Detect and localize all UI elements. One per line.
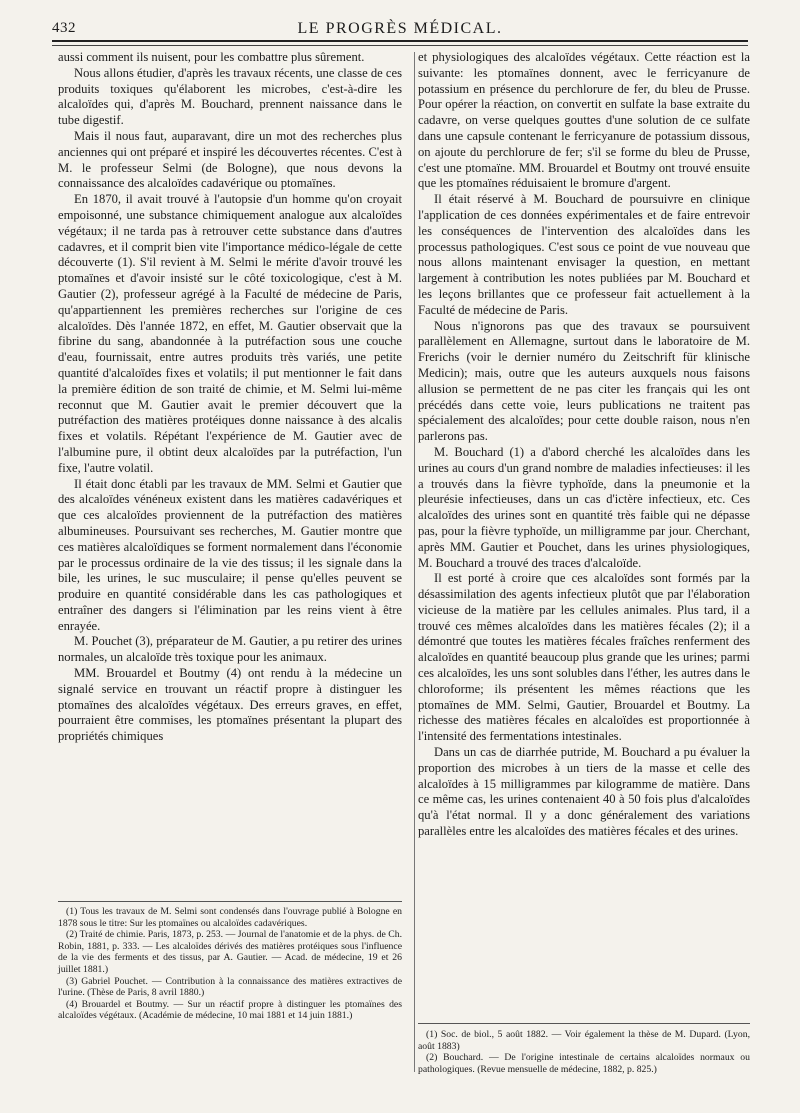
paragraph: Dans un cas de diarrhée putride, M. Bouchard a pu évaluer la proportion des microbes à un tiers de la masse et celle des alcaloïdes à 15 milligrammes par kilogramme de matière. Dans ce même cas, les urines contenaient 40 à 50 fois plus d'alcaloïdes qu'à l'état normal. Il y a donc généralement des variations parallèles entre les alcaloïdes des matières fécales et des urines. [418,745,750,839]
footnote: (2) Bouchard. — De l'origine intestinale de certains alcaloïdes normaux ou pathologiques. (Revue mensuelle de médecine, 1882, p. 825.) [418,1052,750,1075]
footnote: (2) Traité de chimie. Paris, 1873, p. 253. — Journal de l'anatomie et de la phys. de Ch. Robin, 1881, p. 333. — Les alcaloïdes dérivés des matières protéiques sous l'influence de la vie des ferments et des tissus, par A. Gautier. — Acad. de médecine, 19 et 26 juillet 1881.) [58,929,402,975]
footnote: (3) Gabriel Pouchet. — Contribution à la connaissance des matières extractives de l'urine. (Thèse de Paris, 8 avril 1880.) [58,975,402,999]
paragraph: M. Pouchet (3), préparateur de M. Gautier, a pu retirer des urines normales, un alcaloïde très toxique pour les animaux. [58,634,402,665]
right-column [418,50,750,840]
footnote: (1) Tous les travaux de M. Selmi sont condensés dans l'ouvrage publié à Bologne en 1878 sous le titre: Sur les ptomaïnes ou alcaloïdes cadavériques. [58,906,402,929]
running-title: LE PROGRÈS MÉDICAL. [297,20,503,37]
paragraph: Il est porté à croire que ces alcaloïdes sont formés par la désassimilation des agents infectieux plutôt que par l'élaboration vicieuse de la matière par les cellules animales. Plus tard, il a trouvé ces mêmes alcaloïdes dans les matières fécales (2); il a démontré que toutes les matières fécales fraîches renferment des alcaloïdes en quantité beaucoup plus grande que les urines; parmi ces alcaloïdes, les uns sont solubles dans l'éther, les autres dans le chloroforme; ils présentent les mêmes réactions que les ptomaïnes de MM. Selmi, Gautier, Brouardel et Boutmy. La richesse des matières fécales en alcaloïdes est proportionnée à l'intensité des fermentations intestinales. [418,571,750,744]
paragraph: aussi comment ils nuisent, pour les combattre plus sûrement. [58,50,365,64]
right-footnotes [418,1029,750,1075]
footnote-rule [418,1023,750,1024]
page-number: 432 [52,20,76,36]
paragraph: Mais il nous faut, auparavant, dire un mot des recherches plus anciennes qui ont préparé et inspiré les découvertes récentes. C'est à M. le professeur Selmi (de Bologne), que nous devons la connaissance des alcaloïdes cadavérique ou ptomaïnes. [58,128,402,191]
paragraph: Il était réservé à M. Bouchard de poursuivre en clinique l'application de ces données expérimentales et de faire entrevoir les conséquences de l'intervention des alcaloïdes dans les processus pathologiques. C'est sous ce point de vue nouveau que nous allons maintenant envisager la question, en mettant largement à contribution les notes publiées par M. Bouchard et les leçons brillantes que ce professeur fait actuellement à la Faculté de médecine de Paris. [418,192,750,317]
header-rule-thin [52,45,748,46]
footnote: (1) Soc. de biol., 5 août 1882. — Voir également la thèse de M. Dupard. (Lyon, août 1883) [418,1029,750,1052]
paragraph: En 1870, il avait trouvé à l'autopsie d'un homme qu'on croyait empoisonné, une substance chimiquement analogue aux alcaloïdes végétaux; il ne tarda pas à retrouver cette substance dans d'autres cadavres, et il comprit bien vite l'importance médico-légale de cette découverte (1). S'il revient à M. Selmi le mérite d'avoir trouvé les ptomaïnes et d'avoir insisté sur le côté toxicologique, c'est à M. Gautier (2), professeur agrégé à la Faculté de médecine de Paris, qu'appartiennent les premières recherches sur l'origine de ces alcaloïdes. Dès l'année 1872, en effet, M. Gautier observait que la fibrine du sang, abandonnée à la putréfaction sous une couche d'eau, fournissait, entre autres produits très variés, une petite quantité d'alcaloïdes fixes et volatils; il put mentionner le fait dans la première édition de son traité de chimie, et M. Selmi lui-même reconnut que M. Gautier avait le premier découvert que la putréfaction des matières protéiques donne naissance à des alcalis fixes et volatils. Répétant l'expérience de M. Gautier avec de l'albumine pure, il obtint deux alcaloïdes par la putréfaction, l'un fixe, l'autre volatil. [58,192,402,475]
paragraph: M. Bouchard (1) a d'abord cherché les alcaloïdes dans les urines au cours d'un grand nombre de maladies infectieuses: il les a trouvés dans la fièvre typhoïde, dans la pneumonie et la pleurésie infectieuses, dans un cas d'ictère infectieux, etc. Ces alcaloïdes des urines sont en quantité très faible qui ne dépasse pas, pour la fièvre typhoïde, un milligramme par jour. Cherchant, après MM. Gautier et Pouchet, dans les urines physiologiques, M. Bouchard a trouvé des traces d'alcaloïde. [418,444,750,570]
paragraph: MM. Brouardel et Boutmy (4) ont rendu à la médecine un signalé service en trouvant un réactif propre à distinguer les ptomaïnes des alcaloïdes végétaux. Des erreurs graves, en effet, pourraient être commises, les ptomaïnes présentant la plupart des propriétés chimiques [58,666,402,744]
left-footnotes [58,906,402,1022]
column-divider [414,52,415,1072]
page-header [52,20,748,40]
footnote: (4) Brouardel et Boutmy. — Sur un réactif propre à distinguer les ptomaïnes des alcaloïdes végétaux. (Académie de médecine, 10 mai 1881 et 14 juin 1881.) [58,998,402,1022]
paragraph: Nous n'ignorons pas que des travaux se poursuivent parallèlement en Allemagne, surtout dans le laboratoire de M. Frerichs (voir le dernier numéro du Zeitschrift für klinische Medicin); mais, outre que les auteurs auxquels nous faisons allusion se permettent de ne pas citer les français qui les ont précédés dans cette voie, leurs publications ne traitent pas spécialement des alcaloïdes; pour cette double raison, nous n'en parlerons pas. [418,318,750,444]
left-column [58,50,402,745]
paragraph: Nous allons étudier, d'après les travaux récents, une classe de ces produits toxiques qu'élaborent les microbes, c'est-à-dire les alcaloïdes qui, d'après M. Bouchard, prennent naissance dans le tube digestif. [58,65,402,128]
paragraph: et physiologiques des alcaloïdes végétaux. Cette réaction est la suivante: les ptomaïnes donnent, avec le ferricyanure de potassium en présence du perchlorure de fer, du bleu de Prusse. Pour opérer la réaction, on convertit en sulfate la base extraite du cadavre, on verse quelques gouttes d'une solution de ce sulfate dans une capsule contenant le ferricyanure de potassium dissous, on ajoute du perchlorure de fer; s'il se forme du bleu de Prusse, c'est une ptomaïne. MM. Brouardel et Boutmy ont trouvé ensuite que les ptomaïnes réduisaient le bromure d'argent. [418,50,750,191]
header-rule [52,40,748,42]
footnote-rule [58,901,402,902]
paragraph: Il était donc établi par les travaux de MM. Selmi et Gautier que des alcaloïdes vénéneux existent dans les matières cadavériques et que ces alcaloïdes proviennent de la putréfaction des matières albumineuses. Poursuivant ses recherches, M. Gautier montre que ces matières alcaloïdiques se forment normalement dans l'économie par le processus ordinaire de la vie des tissus; il les signale dans la bile, les urines, le suc musculaire; il pense qu'elles peuvent se produire en quantité considérable dans les cas pathologiques et entraîner des dangers si l'élimination par les reins vient à être enrayée. [58,476,402,633]
